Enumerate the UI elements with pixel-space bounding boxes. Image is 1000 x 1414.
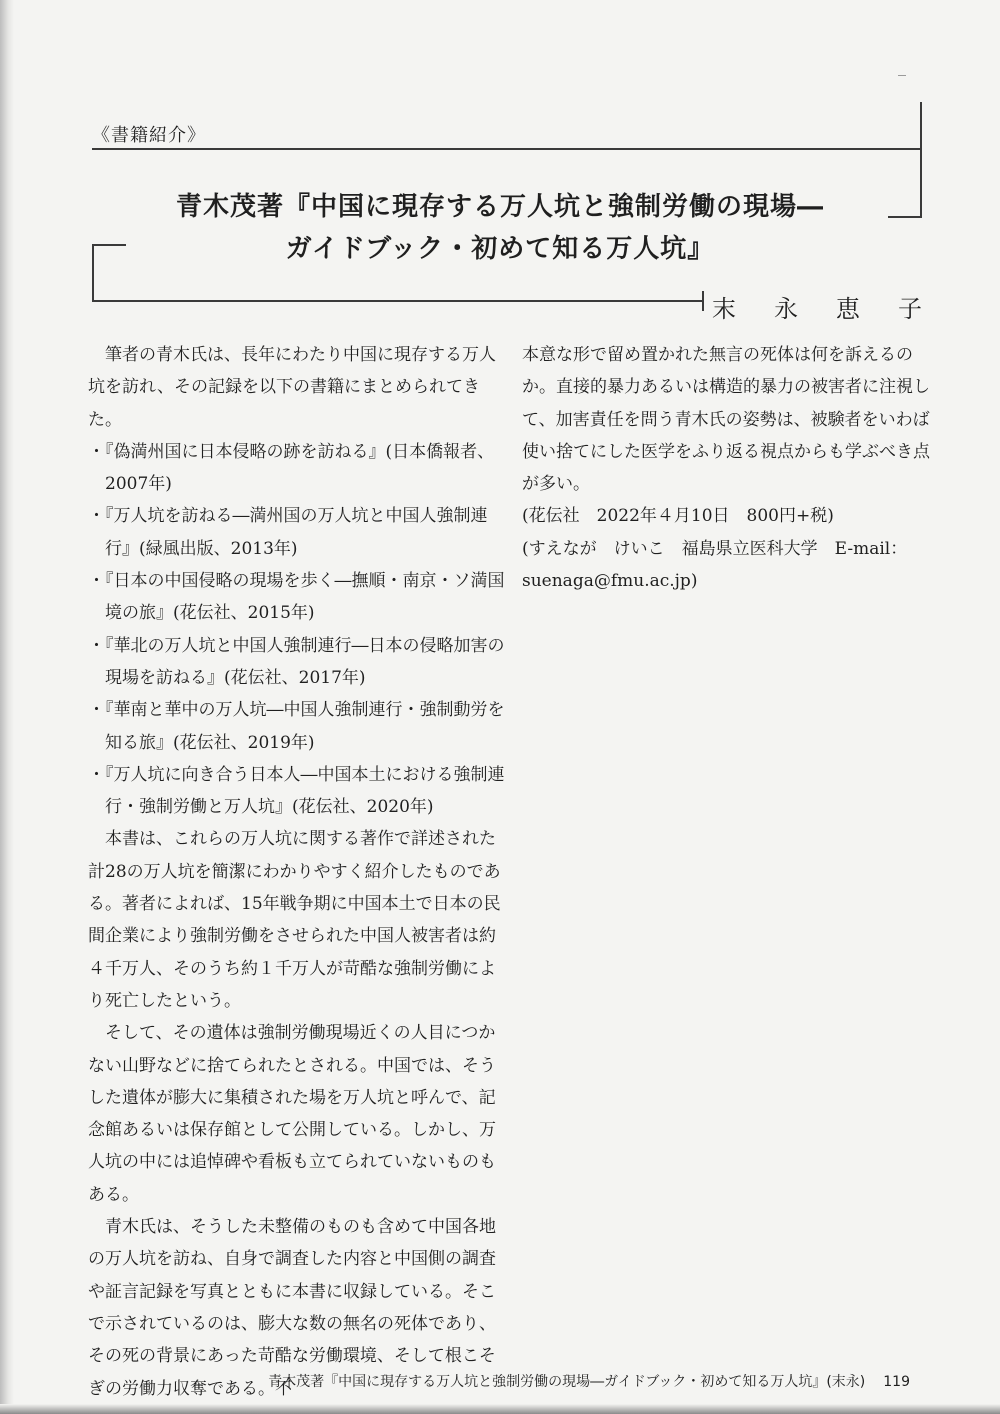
right-column bbox=[522, 339, 932, 597]
publication-info: (花伝社 2022年４月10日 800円+税) bbox=[522, 506, 834, 527]
book-list-item: ・『万人坑を訪ねる―満州国の万人坑と中国人強制連行』(緑風出版、2013年) bbox=[88, 506, 488, 559]
title-line-1: 青木茂著『中国に現存する万人坑と強制労働の現場― bbox=[175, 192, 824, 222]
frame-left-vertical bbox=[92, 244, 94, 302]
author-char: 永 bbox=[774, 295, 798, 323]
scan-mark bbox=[898, 75, 906, 76]
page-number: 119 bbox=[883, 1374, 910, 1390]
frame-bottom-line bbox=[92, 300, 704, 302]
book-list-item: ・『華南と華中の万人坑―中国人強制連行・強制動労を知る旅』(花伝社、2019年) bbox=[88, 700, 505, 753]
title-line-2: ガイドブック・初めて知る万人坑』 bbox=[285, 234, 715, 264]
intro-paragraph: 筆者の青木氏は、長年にわたり中国に現存する万人坑を訪れ、その記録を以下の書籍にまとめられてきた。 bbox=[88, 345, 496, 430]
body-paragraph-1: 本書は、これらの万人坑に関する著作で詳述された計28の万人坑を簡潔にわかりやすく紹介したものである。著者によれば、15年戦争期に中国本土で日本の民間企業により強制労働をさせられた中国人被害者は約４千万人、そのうち約１千万人が苛酷な強制労働により死亡したという。 bbox=[88, 829, 501, 1011]
author-name bbox=[712, 289, 922, 324]
body-paragraph-3: 青木氏は、そうした未整備のものも含めて中国各地の万人坑を訪ね、自身で調査した内容と中国側の調査や証言記録を写真とともに本書に収録している。そこで示されているのは、膨大な数の無名の死体であり、その死の背景にあった苛酷な労働環境、そして根こそぎの労働力収奪である。不 bbox=[88, 1217, 496, 1399]
book-list-item: ・『万人坑に向き合う日本人―中国本土における強制連行・強制労働と万人坑』(花伝社、2020年) bbox=[88, 764, 505, 818]
running-title: 青木茂著『中国に現存する万人坑と強制労働の現場―ガイドブック・初めて知る万人坑』(末永) bbox=[268, 1374, 866, 1390]
book-list-item: ・『偽満州国に日本侵略の跡を訪ねる』(日本僑報者、2007年) bbox=[88, 441, 495, 495]
frame-right-vertical bbox=[920, 102, 922, 218]
running-footer bbox=[260, 1371, 910, 1391]
frame-top-line bbox=[92, 148, 922, 150]
body-paragraph-2: そして、その遺体は強制労働現場近くの人目につかない山野などに捨てられたとされる。中国では、そうした遺体が膨大に集積された場を万人坑と呼んで、記念館あるいは保存館として公開している。しかし、万人坑の中には追悼碑や看板も立てられていないものもある。 bbox=[88, 1023, 496, 1205]
scan-edge-left bbox=[0, 0, 14, 1414]
author-char: 子 bbox=[898, 295, 922, 323]
left-column bbox=[88, 339, 506, 1405]
frame-right-hook bbox=[888, 216, 922, 218]
author-char: 末 bbox=[712, 295, 736, 323]
book-list-item: ・『華北の万人坑と中国人強制連行―日本の侵略加害の現場を訪ねる』(花伝社、2017年) bbox=[88, 635, 505, 688]
frame-bottom-tick bbox=[702, 291, 704, 311]
scan-edge-bottom bbox=[0, 1404, 1000, 1414]
book-list-item: ・『日本の中国侵略の現場を歩く―撫順・南京・ソ満国境の旅』(花伝社、2015年) bbox=[88, 571, 505, 624]
author-affiliation: (すえなが けいこ 福島県立医科大学 E-mail：suenaga@fmu.ac.jp) bbox=[522, 538, 908, 592]
category-label: 《書籍紹介》 bbox=[92, 125, 206, 146]
author-char: 恵 bbox=[836, 295, 860, 323]
body-paragraph-continued: 本意な形で留め置かれた無言の死体は何を訴えるのか。直接的暴力あるいは構造的暴力の被害者に注視して、加害責任を問う青木氏の姿勢は、被験者をいわば使い捨てにした医学をふり返る視点からも学ぶべき点が多い。 bbox=[522, 345, 930, 495]
